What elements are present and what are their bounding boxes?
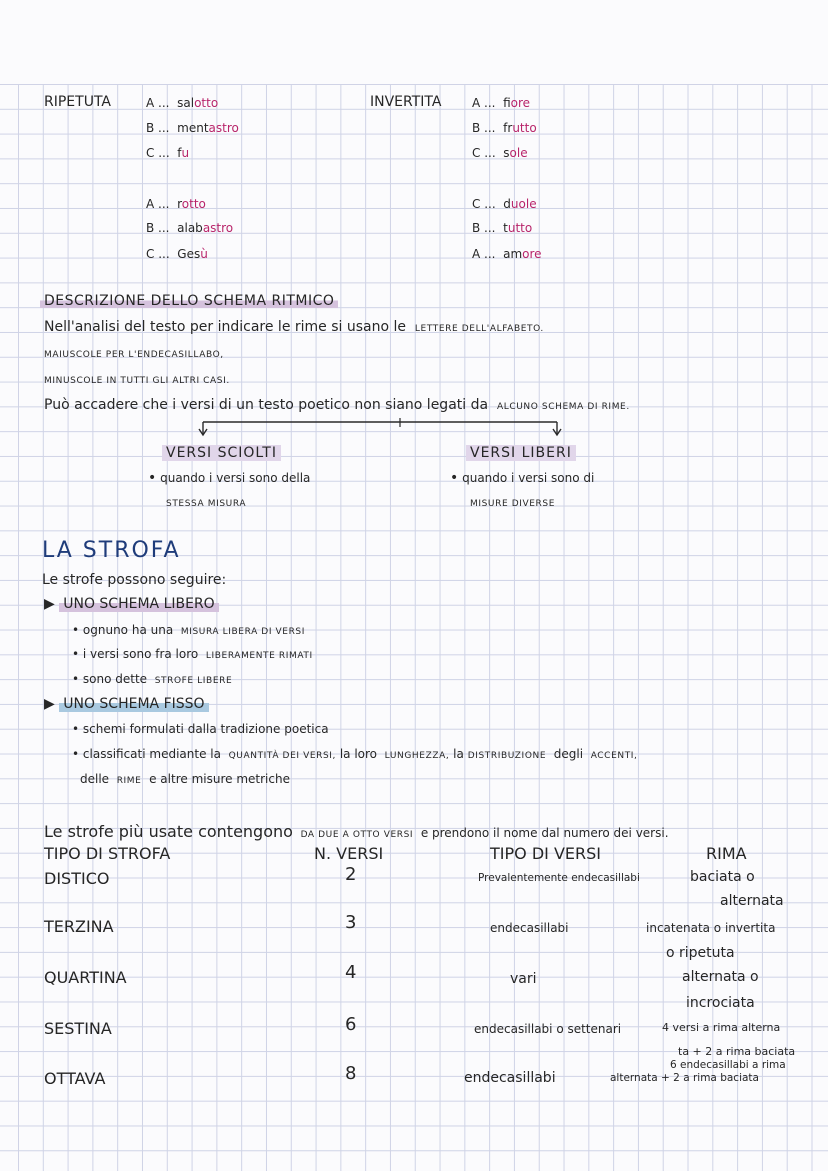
schema-fisso-heading: ▶ UNO SCHEMA FISSO [44,697,209,711]
strofa-title: LA STROFA [42,538,181,563]
cell-tipo: SESTINA [44,1019,112,1038]
fisso-bullet-1: • schemi formulati dalla tradizione poetica [72,722,329,736]
rhyme-line: C ... fu [146,146,190,160]
cell-versi: endecasillabi o settenari [474,1022,622,1036]
cell-rima-2: o ripetuta [666,945,735,961]
cell-versi: endecasillabi [464,1070,556,1086]
cell-rima-1: 4 versi a rima alterna [662,1021,781,1034]
schema-line-1: Nell'analisi del testo per indicare le rime si usano le LETTERE DELL'ALFABETO. [44,319,544,335]
cell-tipo: OTTAVA [44,1069,106,1088]
schema-title: DESCRIZIONE DELLO SCHEMA RITMICO [40,294,338,308]
schema-libero-heading: ▶ UNO SCHEMA LIBERO [44,597,219,611]
cell-rima-1: alternata o [682,969,759,985]
versi-liberi-title: VERSI LIBERI [466,445,576,461]
table-intro: Le strofe più usate contengono DA DUE A OTTO VERSI e prendono il nome dal numero dei versi. [44,822,669,841]
cell-n: 4 [345,962,357,983]
cell-rima-2: incrociata [686,995,755,1011]
libero-bullet-1: • ognuno ha una MISURA LIBERA DI VERSI [72,623,305,637]
versi-sciolti-line-1: • quando i versi sono della [148,470,311,486]
cell-versi: endecasillabi [490,921,569,935]
rhyme-line: C ... Gesù [146,247,208,261]
fisso-bullet-2-cont: delle RIME e altre misure metriche [80,772,290,786]
strofa-intro: Le strofe possono seguire: [42,572,227,588]
cell-tipo: TERZINA [44,917,114,936]
cell-versi: vari [510,971,537,987]
cell-n: 6 [345,1014,357,1035]
cell-tipo: DISTICO [44,869,110,888]
rhyme-line: A ... amore [472,247,542,261]
versi-sciolti-line-2: STESSA MISURA [166,499,247,509]
rhyme-line: C ... duole [472,197,537,211]
libero-bullet-3: • sono dette STROFE LIBERE [72,672,233,686]
versi-sciolti-title: VERSI SCIOLTI [162,445,281,461]
cell-rima-1: 6 endecasillabi a rima [670,1059,786,1071]
page-top-margin [0,0,828,84]
schema-line-4: Può accadere che i versi di un testo poetico non siano legati da ALCUNO SCHEMA DI RIME. [44,397,630,413]
cell-rima-2: alternata + 2 a rima baciata [610,1072,759,1084]
rhyme-line: A ... rotto [146,197,206,211]
triangle-right-icon: ▶ [44,696,55,712]
rhyme-line: B ... tutto [472,221,533,235]
rhyme-line: B ... alabastro [146,221,234,235]
cell-versi: Prevalentemente endecasillabi [478,872,640,884]
cell-n: 8 [345,1063,357,1084]
rhyme-line: A ... fiore [472,96,531,110]
rhyme-line: A ... salotto [146,96,219,110]
schema-line-2: MAIUSCOLE PER L'ENDECASILLABO, [44,350,224,360]
cell-rima-2: ta + 2 a rima baciata [678,1045,796,1058]
schema-line-3: MINUSCOLE IN TUTTI GLI ALTRI CASI. [44,376,230,386]
versi-liberi-line-1: • quando i versi sono di [450,470,595,486]
branch-arrows [195,418,565,438]
rhyme-line: B ... frutto [472,121,537,135]
cell-rima-1: baciata o [690,869,755,885]
versi-liberi-line-2: MISURE DIVERSE [470,499,556,509]
header-tipo-versi: TIPO DI VERSI [490,844,601,863]
cell-tipo: QUARTINA [44,968,127,987]
cell-rima-1: incatenata o invertita [646,921,776,935]
cell-n: 3 [345,912,357,933]
header-n-versi: N. VERSI [314,844,384,863]
cell-n: 2 [345,864,357,885]
rhyme-line: C ... sole [472,146,528,160]
header-rima: RIMA [706,844,747,863]
ripetuta-label: RIPETUTA [44,94,111,110]
rhyme-line: B ... mentastro [146,121,239,135]
libero-bullet-2: • i versi sono fra loro LIBERAMENTE RIMATI [72,647,313,661]
fisso-bullet-2: • classificati mediante la QUANTITÀ DEI VERSI, la loro LUNGHEZZA, la DISTRIBUZIONE degli ACCENTI, [72,747,638,761]
triangle-right-icon: ▶ [44,596,55,612]
invertita-label: INVERTITA [370,94,442,110]
cell-rima-2: alternata [720,893,784,909]
header-tipo-strofa: TIPO DI STROFA [44,844,171,863]
